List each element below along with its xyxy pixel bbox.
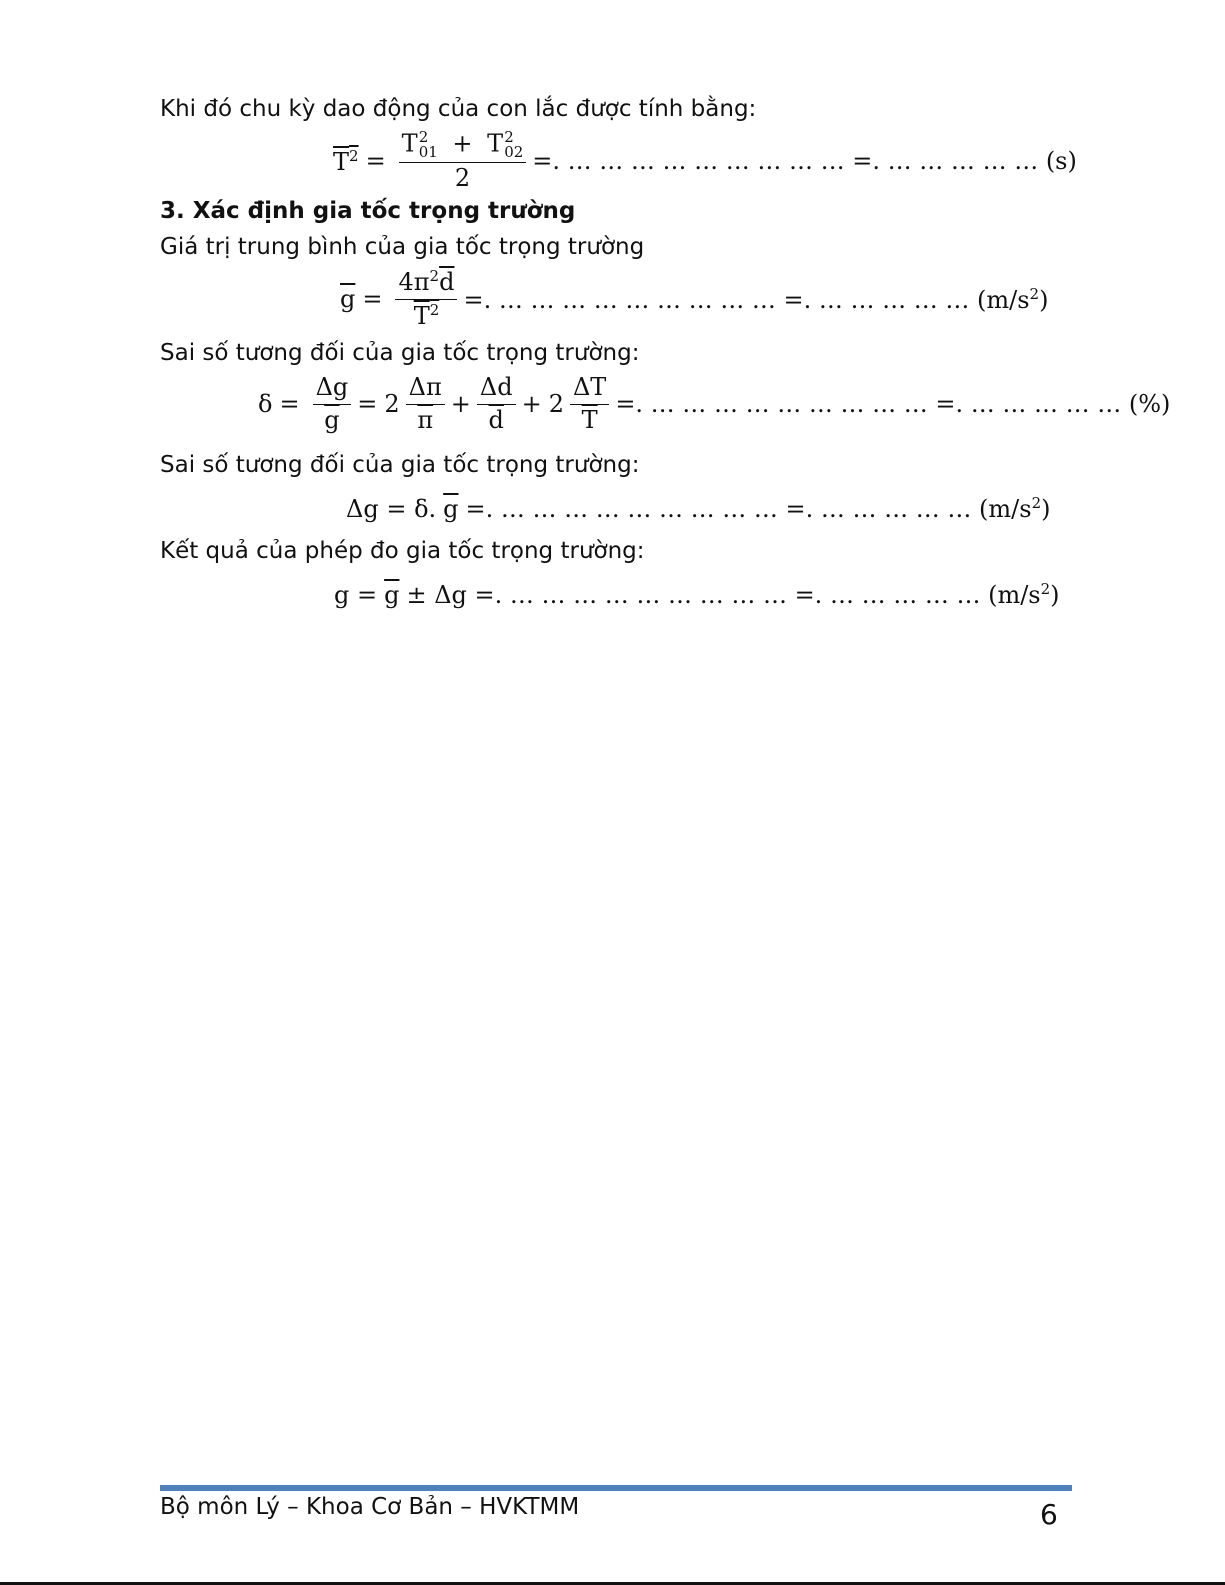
- footer-rule: [160, 1485, 1072, 1491]
- eq1-dots: =. … … … … … … … … … =. … … … … … (s): [532, 147, 1077, 176]
- intro-line: Khi đó chu kỳ dao động của con lắc được tính bằng:: [160, 96, 757, 122]
- equation-period: $T^2$ = T 2 01 + T 2 02 2 =. … … … … … … … … … =. … … … … … (s): [333, 128, 1077, 192]
- rel-error-line-2: Sai số tương đối của gia tốc trọng trường:: [160, 452, 640, 478]
- page-number: 6: [1040, 1498, 1058, 1531]
- result-line: Kết quả của phép đo gia tốc trọng trường:: [160, 538, 645, 564]
- eq1-lhs: $T^2$: [333, 146, 359, 176]
- equation-relative-error: δ = $\frac{\Delta g}{g}$ = 2 $\frac{\Delta\pi}{\pi}$ + $\frac{\Delta d}{d}$ + 2 $\frac{\Delta T}{T}$ =. … … … … … … … … … =. … … … … … (%): [258, 373, 1171, 434]
- g-mean-line: Giá trị trung bình của gia tốc trọng trường: [160, 234, 645, 260]
- rel-error-line-1: Sai số tương đối của gia tốc trọng trường:: [160, 340, 640, 366]
- section-heading: 3. Xác định gia tốc trọng trường: [160, 198, 576, 224]
- footer-text: Bộ môn Lý – Khoa Cơ Bản – HVKTMM: [160, 1494, 580, 1520]
- eq3-dots: =. … … … … … … … … … =. … … … … … (%): [615, 390, 1171, 419]
- eq2-fraction: $\frac{4\pi^2\overline{d}}{T^2}$: [395, 268, 457, 330]
- equation-abs-error: Δg = δ. $\overline{g}$ =. … … … … … … … … … =. … … … … … $(m/s^2)$: [346, 494, 1051, 523]
- equation-result: g = $\overline{g}$ ± Δg =. … … … … … … … … … =. … … … … … $(m/s^2)$: [334, 580, 1060, 609]
- eq2-dots: =. … … … … … … … … … =. … … … … … $(m/s^2)$: [463, 284, 1049, 314]
- equation-g-mean: $\overline{g}$ = $\frac{4\pi^2\overline{d}}{T^2}$ =. … … … … … … … … … =. … … … … … $(m/s^2)$: [340, 267, 1049, 330]
- eq1-fraction: T 2 01 + T 2 02 2: [399, 130, 527, 193]
